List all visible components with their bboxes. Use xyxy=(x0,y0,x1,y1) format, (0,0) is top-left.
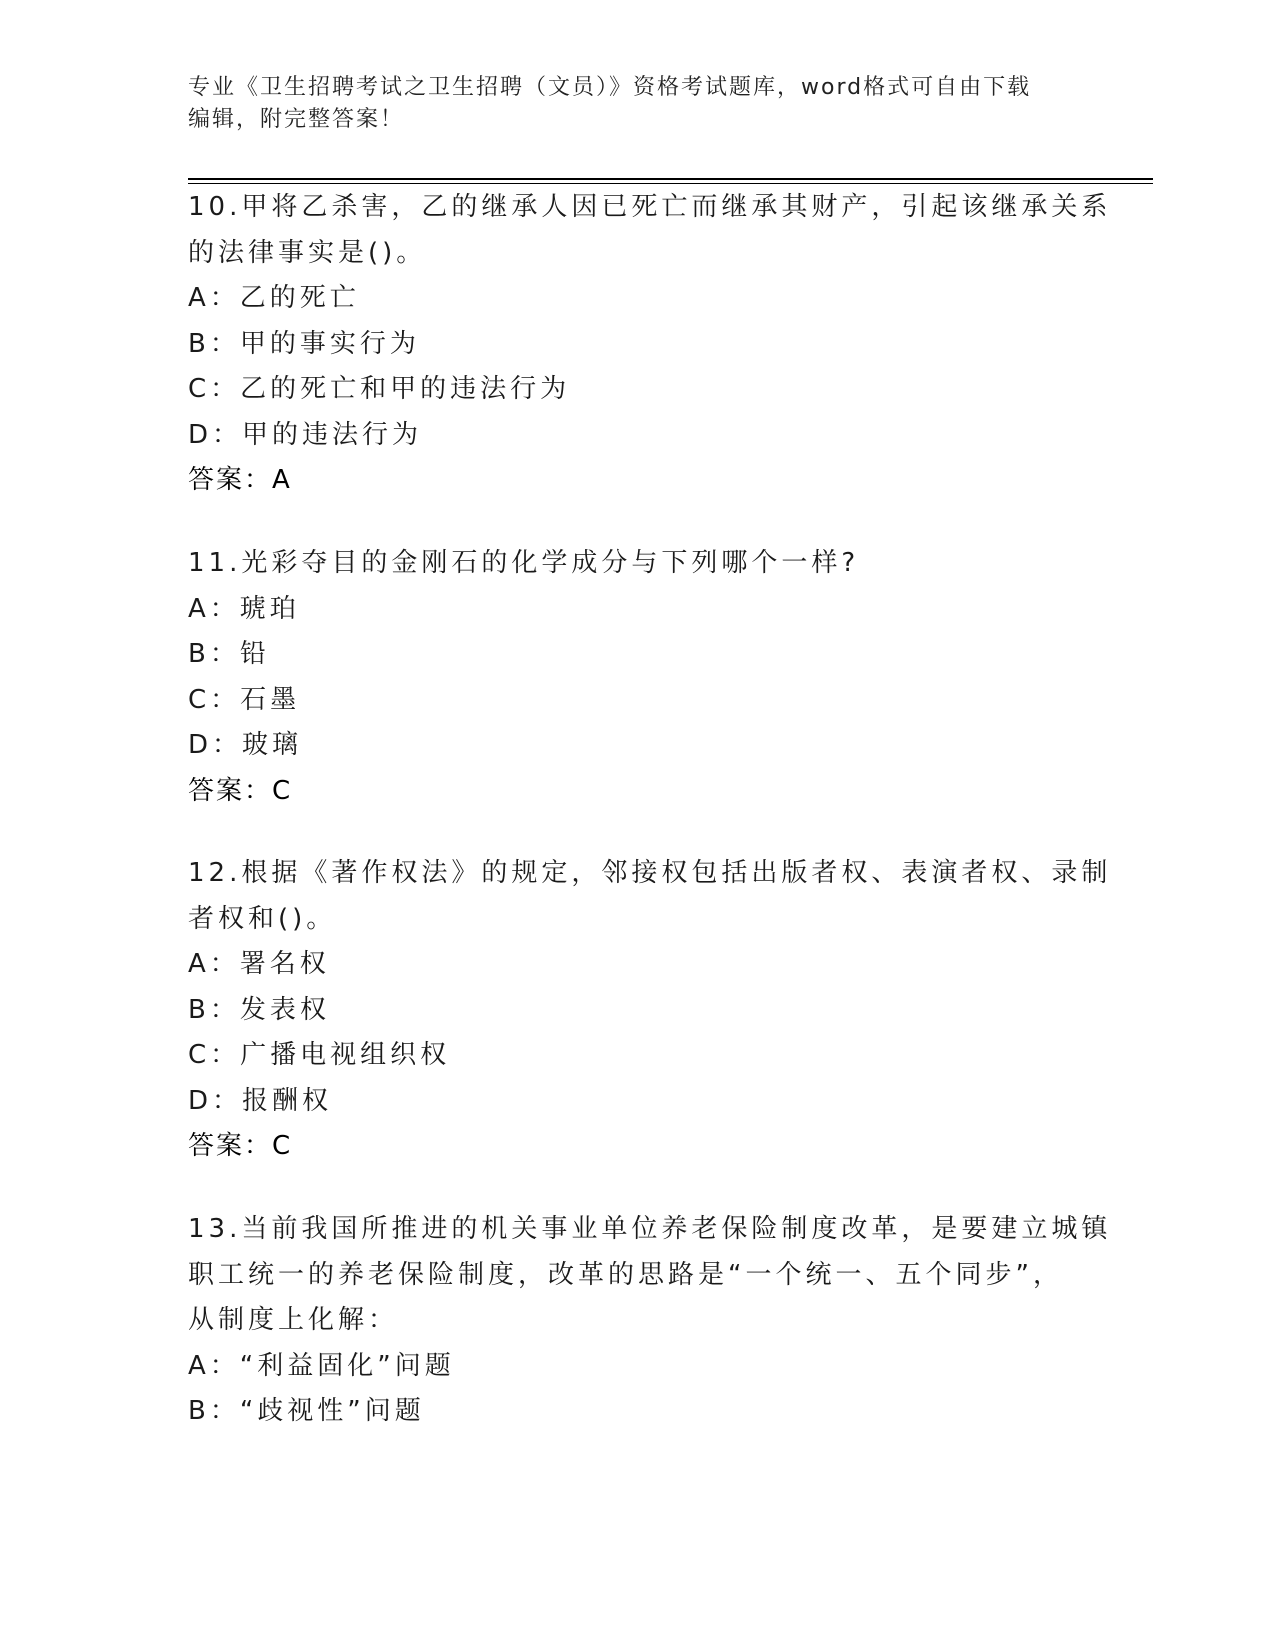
answer-line: 答案：A xyxy=(188,465,292,495)
option-b: B：发表权 xyxy=(188,994,330,1025)
header-divider-thin xyxy=(188,183,1153,184)
option-d: D：报酬权 xyxy=(188,1085,333,1116)
option-c: C：乙的死亡和甲的违法行为 xyxy=(188,374,571,404)
option-d: D：甲的违法行为 xyxy=(188,419,423,450)
option-a: A：署名权 xyxy=(188,949,330,979)
option-b: B：铅 xyxy=(188,639,270,669)
header-divider-thick xyxy=(188,178,1153,180)
question-text-line: 的法律事实是()。 xyxy=(188,237,427,268)
question-text-line: 13.当前我国所推进的机关事业单位养老保险制度改革，是要建立城镇 xyxy=(188,1214,1112,1244)
option-a: A：琥珀 xyxy=(188,593,300,624)
option-b: B：“歧视性”问题 xyxy=(188,1396,425,1426)
document-header xyxy=(188,72,1068,136)
option-c: C：石墨 xyxy=(188,684,301,715)
question-12 xyxy=(188,851,1112,1170)
question-13 xyxy=(188,1207,1112,1435)
option-d: D：玻璃 xyxy=(188,730,303,760)
question-text-line: 者权和()。 xyxy=(188,903,337,934)
question-text-line: 11.光彩夺目的金刚石的化学成分与下列哪个一样? xyxy=(188,548,860,578)
option-a: A：“利益固化”问题 xyxy=(188,1350,455,1381)
option-c: C：广播电视组织权 xyxy=(188,1040,451,1070)
question-10 xyxy=(188,185,1112,504)
header-line-1: 专业《卫生招聘考试之卫生招聘（文员）》资格考试题库，word格式可自由下载 xyxy=(188,75,1032,100)
question-11 xyxy=(188,541,1088,814)
question-text-line: 12.根据《著作权法》的规定，邻接权包括出版者权、表演者权、录制 xyxy=(188,858,1112,888)
question-text-line: 从制度上化解： xyxy=(188,1305,399,1335)
answer-line: 答案：C xyxy=(188,1131,293,1161)
answer-line: 答案：C xyxy=(188,775,293,806)
question-text-line: 职工统一的养老保险制度，改革的思路是“一个统一、五个同步”， xyxy=(188,1259,1063,1290)
header-line-2: 编辑，附完整答案！ xyxy=(188,107,405,132)
question-text-line: 10.甲将乙杀害，乙的继承人因已死亡而继承其财产，引起该继承关系 xyxy=(188,192,1112,222)
option-a: A：乙的死亡 xyxy=(188,283,360,313)
option-b: B：甲的事实行为 xyxy=(188,328,420,359)
